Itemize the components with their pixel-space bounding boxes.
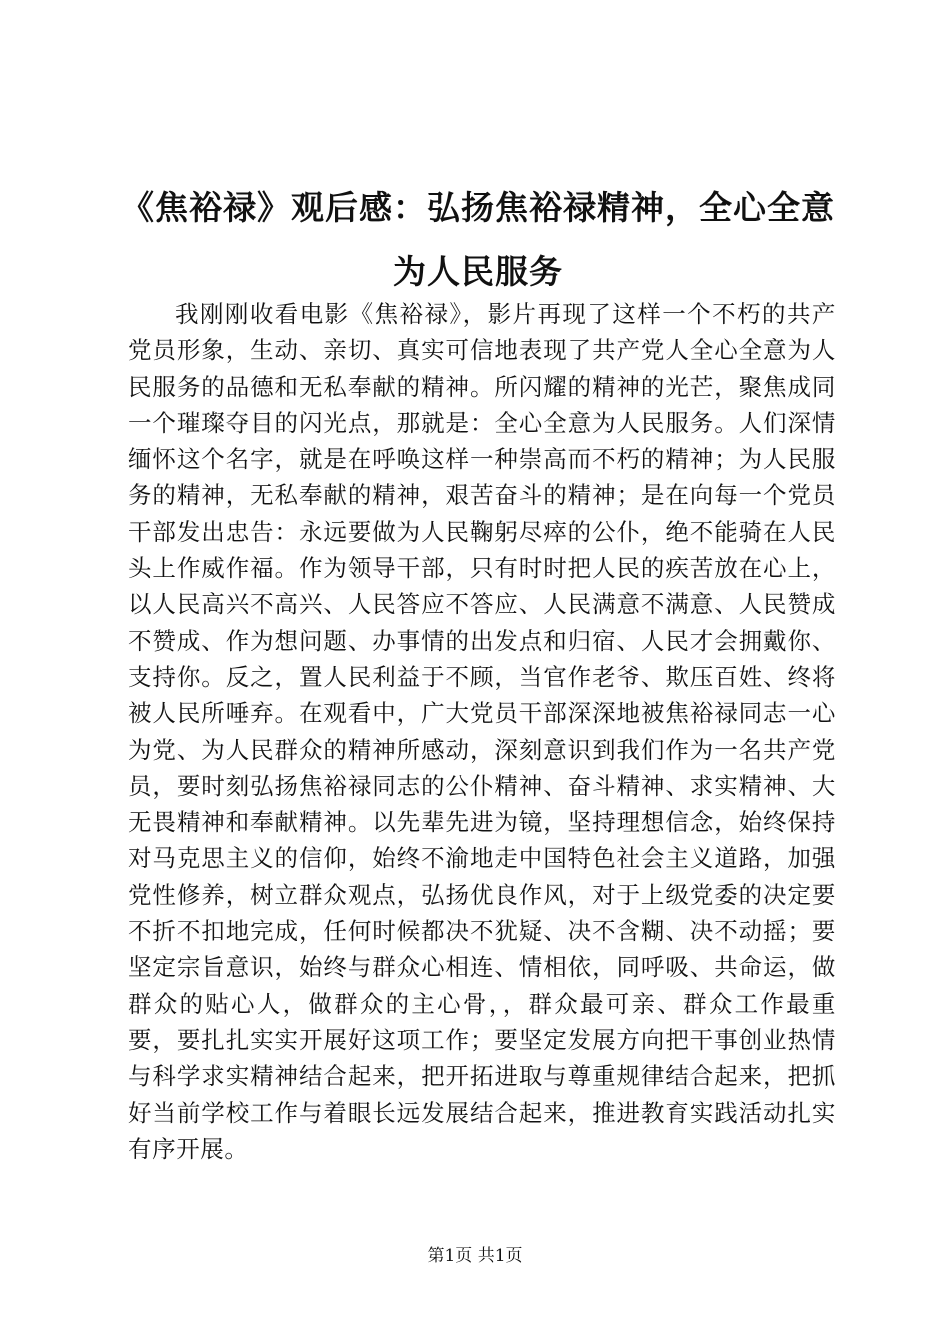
page-footer: 第1页 共1页	[427, 1246, 523, 1266]
body-paragraph: 我刚刚收看电影《焦裕禄》，影片再现了这样一个不朽的共产党员形象，生动、亲切、真实可信地表现了共产党人全心全意为人民服务的品德和无私奉献的精神。所闪耀的精神的光芒，聚焦成同一个璀璨夺目的闪光点，那就是：全心全意为人民服务。人们深情缅怀这个名字，就是在呼唤这样一种崇高而不朽的精神；为人民服务的精神，无私奉献的精神，艰苦奋斗的精神；是在向每一个党员干部发出忠告：永远要做为人民鞠躬尽瘁的公仆，绝不能骑在人民头上作威作福。作为领导干部，只有时时把人民的疾苦放在心上，以人民高兴不高兴、人民答应不答应、人民满意不满意、人民赞成不赞成、作为想问题、办事情的出发点和归宿、人民才会拥戴你、支持你。反之，置人民利益于不顾，当官作老爷、欺压百姓、终将被人民所唾弃。在观看中，广大党员干部深深地被焦裕禄同志一心为党、为人民群众的精神所感动，深刻意识到我们作为一名共产党员，要时刻弘扬焦裕禄同志的公仆精神、奋斗精神、求实精神、大无畏精神和奉献精神。以先辈先进为镜，坚持理想信念，始终保持对马克思主义的信仰，始终不渝地走中国特色社会主义道路，加强党性修养，树立群众观点，弘扬优良作风，对于上级党委的决定要不折不扣地完成，任何时候都决不犹疑、决不含糊、决不动摇；要坚定宗旨意识，始终与群众心相连、情相依，同呼吸、共命运，做群众的贴心人，做群众的主心骨，，群众最可亲、群众工作最重要，要扎扎实实开展好这项工作；要坚定发展方向把干事创业热情与科学求实精神结合起来，把开拓进取与尊重规律结合起来，把抓好当前学校工作与着眼长远发展结合起来，推进教育实践活动扎实有序开展。	[128, 300, 836, 1163]
document-title: 《焦裕禄》观后感：弘扬焦裕禄精神，全心全意为人民服务	[121, 188, 835, 291]
